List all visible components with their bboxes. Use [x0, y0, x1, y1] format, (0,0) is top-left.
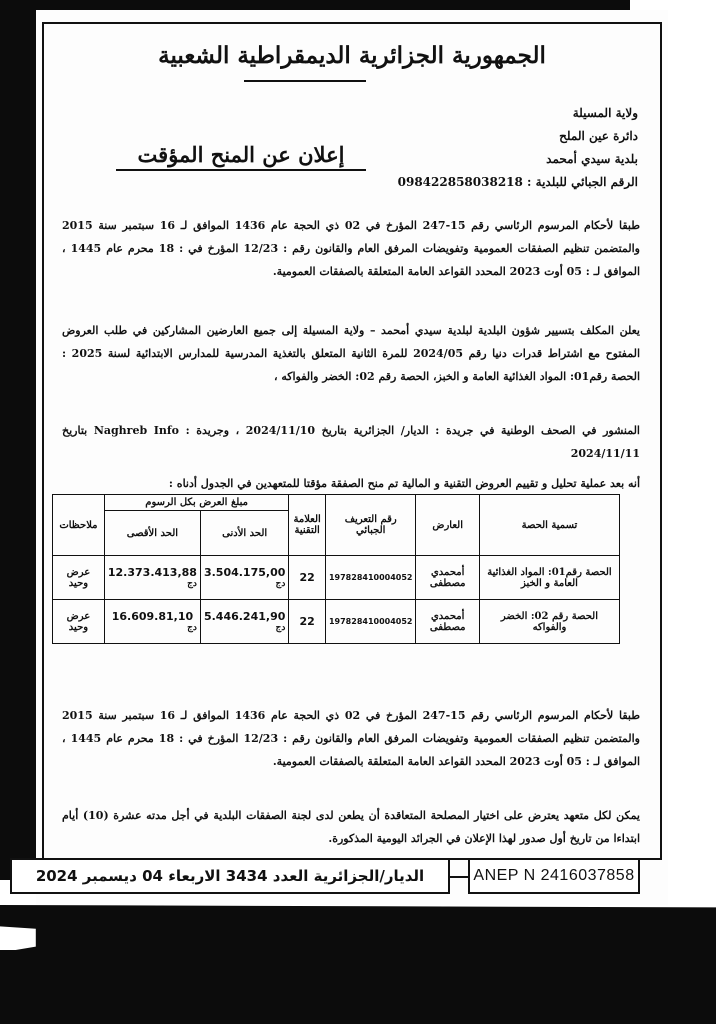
table-row	[53, 600, 620, 644]
min-amount: 3.504.175,00	[203, 566, 286, 579]
newspaper-clipping	[36, 10, 668, 905]
max-amount: 16.609.81,10	[111, 610, 194, 623]
header-bidder: العارض	[416, 495, 479, 556]
legal-reference-paragraph-2: طبقا لأحكام المرسوم الرئاسي رقم 15-247 المؤرخ في 02 ذي الحجة عام 1436 الموافق لـ 16 سبتمبر سنة 2015 والمتضمن تنظيم الصفقات العمومية وتفويضات المرفق العام والقانون رقم : 12/23 المؤرخ في : 18 محرم عام 1445 ، الموافق لـ : 05 أوت 2023 المحدد القواعد العامة المتعلقة بالصفقات العمومية.	[62, 709, 641, 768]
baladiya-line: بلدية سيدي أمحمد	[546, 152, 638, 166]
header-fiscal: رقم التعريف الجبائي	[325, 495, 416, 556]
republic-title: الجمهورية الجزائرية الديمقراطية الشعبية	[158, 42, 546, 69]
publication-paragraph: المنشور في الصحف الوطنية في جريدة : الديار/ الجزائرية بتاريخ 2024/11/10 ، وجريدة : Naghreb Info بتاريخ 2024/11/11	[62, 424, 640, 460]
footer-connector	[450, 876, 468, 878]
min-amount: 5.446.241,90	[203, 610, 286, 623]
wilaya-line: ولاية المسيلة	[572, 106, 638, 120]
cell-min	[200, 600, 288, 644]
fiscal-id-line: الرقم الجبائي للبلدية : 098422858038218	[397, 175, 638, 189]
header-notes: ملاحظات	[53, 495, 105, 556]
header-lot: تسمية الحصة	[479, 495, 619, 556]
cell-max	[104, 600, 200, 644]
scan-border-left	[0, 0, 36, 880]
award-table	[52, 494, 620, 644]
legal-reference-paragraph: طبقا لأحكام المرسوم الرئاسي رقم 15-247 المؤرخ في 02 ذي الحجة عام 1436 الموافق لـ 16 سبتمبر سنة 2015 والمتضمن تنظيم الصفقات العمومية وتفويضات المرفق العام والقانون رقم : 12/23 المؤرخ في : 18 محرم عام 1445 ، الموافق لـ : 05 أوت 2023 المحدد القواعد العامة المتعلقة بالصفقات العمومية.	[62, 219, 641, 278]
cell-tech-score: 22	[289, 600, 326, 644]
notice-heading: إعلان عن المنح المؤقت	[116, 142, 366, 171]
publication-box: الديار/الجزائرية العدد 3434 الاربعاء 04 ديسمبر 2024	[10, 858, 450, 894]
cell-max	[104, 556, 200, 600]
min-currency: دج	[275, 579, 286, 589]
max-currency: دج	[187, 579, 197, 589]
anep-box: ANEP N 2416037858	[468, 858, 640, 894]
max-currency: دج	[187, 623, 197, 633]
cell-bidder: أمحمدي مصطفى	[416, 556, 479, 600]
cell-notes: عرض وحيد	[53, 600, 105, 644]
administration-block	[338, 102, 638, 194]
announcement-paragraph: يعلن المكلف بتسيير شؤون البلدية لبلدية سيدي أمحمد – ولاية المسيلة إلى جميع العارضين المشاركين في طلب العروض المفتوح مع اشتراط قدرات دنيا رقم 2024/05 للمرة الثانية المتعلق بالتغذية المدرسية للمدارس الابتدائية لسنة 2025 : الحصة رقم01: المواد الغذائية العامة و الخبز، الحصة رقم 02: الخضر والفواكه ،	[62, 324, 641, 383]
header-max: الحد الأقصى	[104, 511, 200, 556]
notice-frame	[42, 22, 662, 860]
daira-line: دائرة عين الملح	[559, 129, 638, 143]
table-intro-paragraph: أنه بعد عملية تحليل و تقييم العروض التقنية و المالية تم منح الصفقة مؤقتا للمتعهدين في الجدول أدناه :	[168, 477, 640, 490]
appeal-paragraph: يمكن لكل متعهد يعترض على اختيار المصلحة المتعاقدة أن يطعن لدى لجنة الصفقات البلدية في أجل مدته عشرة (10) أيام ابتداءا من تاريخ أول صدور لهذا الإعلان في الجرائد اليومية المذكورة.	[62, 809, 640, 845]
title-underline	[244, 80, 366, 82]
cell-min	[200, 556, 288, 600]
cell-tech-score: 22	[289, 556, 326, 600]
max-amount: 12.373.413,88	[107, 566, 197, 579]
header-min: الحد الأدنى	[200, 511, 288, 556]
cell-fiscal: 197828410004052	[325, 556, 416, 600]
scan-border-bottom-fill	[0, 950, 716, 1024]
header-tech-score: العلامة التقنية	[289, 495, 326, 556]
cell-notes: عرض وحيد	[53, 556, 105, 600]
cell-bidder: أمحمدي مصطفى	[416, 600, 479, 644]
cell-lot: الحصة رقم01: المواد الغذائية العامة و الخبز	[479, 556, 619, 600]
table-row	[53, 556, 620, 600]
cell-fiscal: 197828410004052	[325, 600, 416, 644]
min-currency: دج	[275, 623, 286, 633]
cell-lot: الحصة رقم 02: الخضر والفواكه	[479, 600, 619, 644]
header-amount-group: مبلغ العرض بكل الرسوم	[104, 495, 289, 511]
